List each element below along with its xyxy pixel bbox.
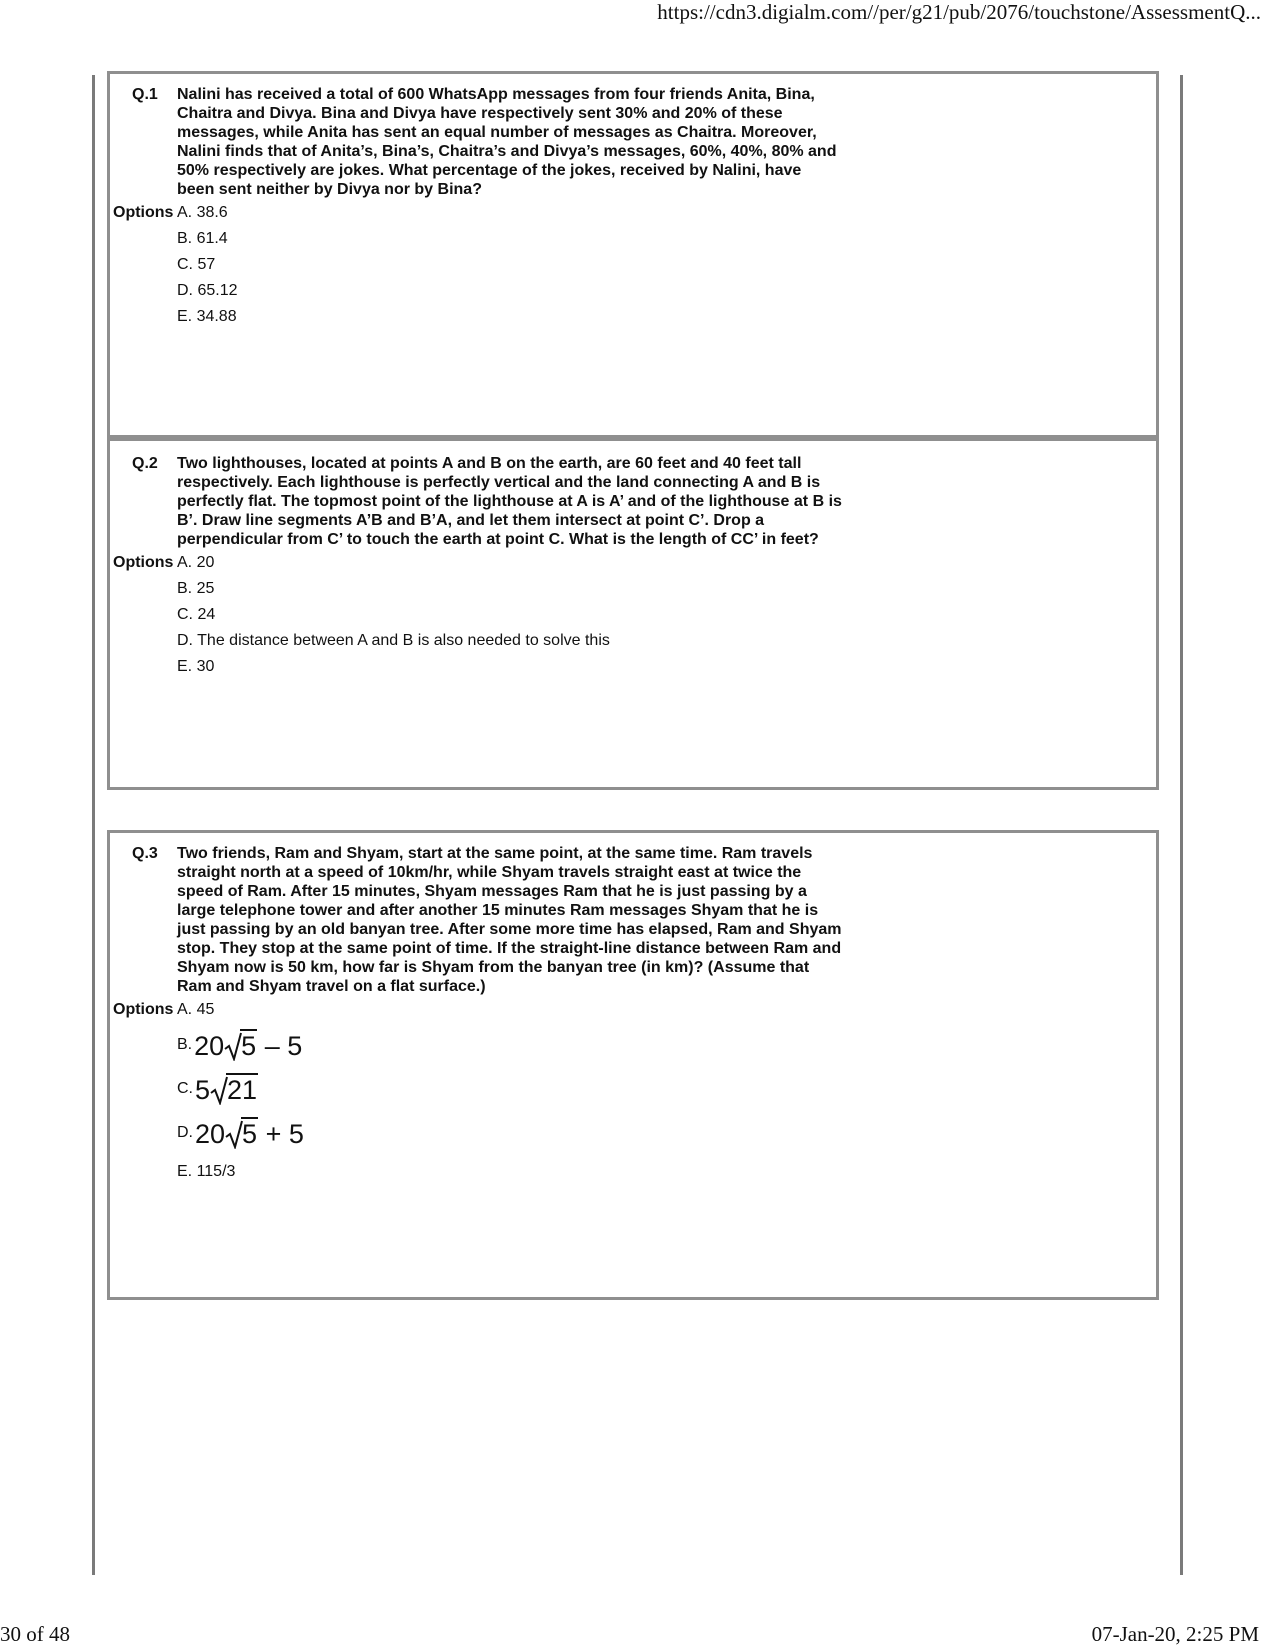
option-e: E. 34.88 [177,308,237,325]
option-d: D. 65.12 [177,282,238,299]
question-number: Q.2 [132,455,158,472]
math-expression [195,1075,258,1105]
math-expression [194,1031,302,1061]
options-label: Options [113,204,174,221]
option-c [177,1069,258,1105]
question-number: Q.1 [132,86,158,103]
option-letter: C. [177,1080,193,1097]
option-d: D. The distance between A and B is also needed to solve this [177,632,610,649]
option-c: C. 57 [177,256,216,273]
option-letter: B. [177,1036,193,1053]
operator: – [264,1031,280,1061]
option-b [177,1025,303,1061]
page-border-left [92,75,95,1575]
sqrt [210,1075,258,1106]
coefficient: 20 [194,1031,225,1061]
radicand: 5 [242,1119,258,1149]
option-b: B. 61.4 [177,230,228,247]
option-a: A. 20 [177,554,215,571]
question-card-2 [107,438,1159,790]
coefficient: 5 [195,1075,211,1105]
sqrt [224,1031,257,1062]
options-label: Options [113,1001,174,1018]
radicand: 21 [227,1075,258,1105]
question-number: Q.3 [132,845,158,862]
option-letter: D. [177,1124,193,1141]
term: 5 [288,1119,304,1149]
operator: + [265,1119,282,1149]
header-url: https://cdn3.digialm.com//per/g21/pub/2076/touchstone/AssessmentQ... [657,0,1261,24]
term: 5 [287,1031,303,1061]
question-text: Two friends, Ram and Shyam, start at the same point, at the same time. Ram travels straight north at a speed of 10km/hr, while Shyam travels straight east at twice the speed of Ram. After 15 minutes, Shyam messages Ram that he is just passing by a large telephone tower and after another 15 minutes Ram messages Shyam that he is just passing by an old banyan tree. After some more time has elapsed, Ram and Shyam stop. They stop at the same point of time. If the straight-line distance between Ram and Shyam now is 50 km, how far is Shyam from the banyan tree (in km)? (Assume that Ram and Shyam travel on a flat surface.) [177,845,842,995]
page-border-right [1180,75,1183,1575]
option-d [177,1113,304,1149]
print-timestamp: 07-Jan-20, 2:25 PM [1091,1622,1259,1646]
radical-sign-icon [224,1031,242,1061]
option-e: E. 115/3 [177,1163,236,1180]
math-expression [195,1119,304,1149]
question-card-1 [107,71,1159,438]
sqrt [225,1119,258,1150]
question-text: Two lighthouses, located at points A and B on the earth, are 60 feet and 40 feet tall respectively. Each lighthouse is perfectly vertical and the land connecting A and B is perfectly flat. The topmost point of the lighthouse at A is A’ and of the lighthouse at B is B’. Draw line segments A’B and B’A, and let them intersect at point C’. Drop a perpendicular from C’ to touch the earth at point C. What is the length of CC’ in feet? [177,455,842,548]
question-text: Nalini has received a total of 600 WhatsApp messages from four friends Anita, Bina, Chaitra and Divya. Bina and Divya have respectively sent 30% and 20% of these messages, while Anita has sent an equal number of messages as Chaitra. Moreover, Nalini finds that of Anita’s, Bina’s, Chaitra’s and Divya’s messages, 60%, 40%, 80% and 50% respectively are jokes. What percentage of the jokes, received by Nalini, have been sent neither by Divya nor by Bina? [177,86,837,198]
radicand: 5 [241,1031,257,1061]
coefficient: 20 [195,1119,226,1149]
option-c: C. 24 [177,606,216,623]
radical-sign-icon [225,1119,243,1149]
option-a: A. 38.6 [177,204,228,221]
question-card-3 [107,830,1159,1300]
option-e: E. 30 [177,658,215,675]
radical-sign-icon [210,1075,228,1105]
options-label: Options [113,554,174,571]
option-b: B. 25 [177,580,215,597]
page-counter: 30 of 48 [0,1622,70,1646]
option-a: A. 45 [177,1001,215,1018]
